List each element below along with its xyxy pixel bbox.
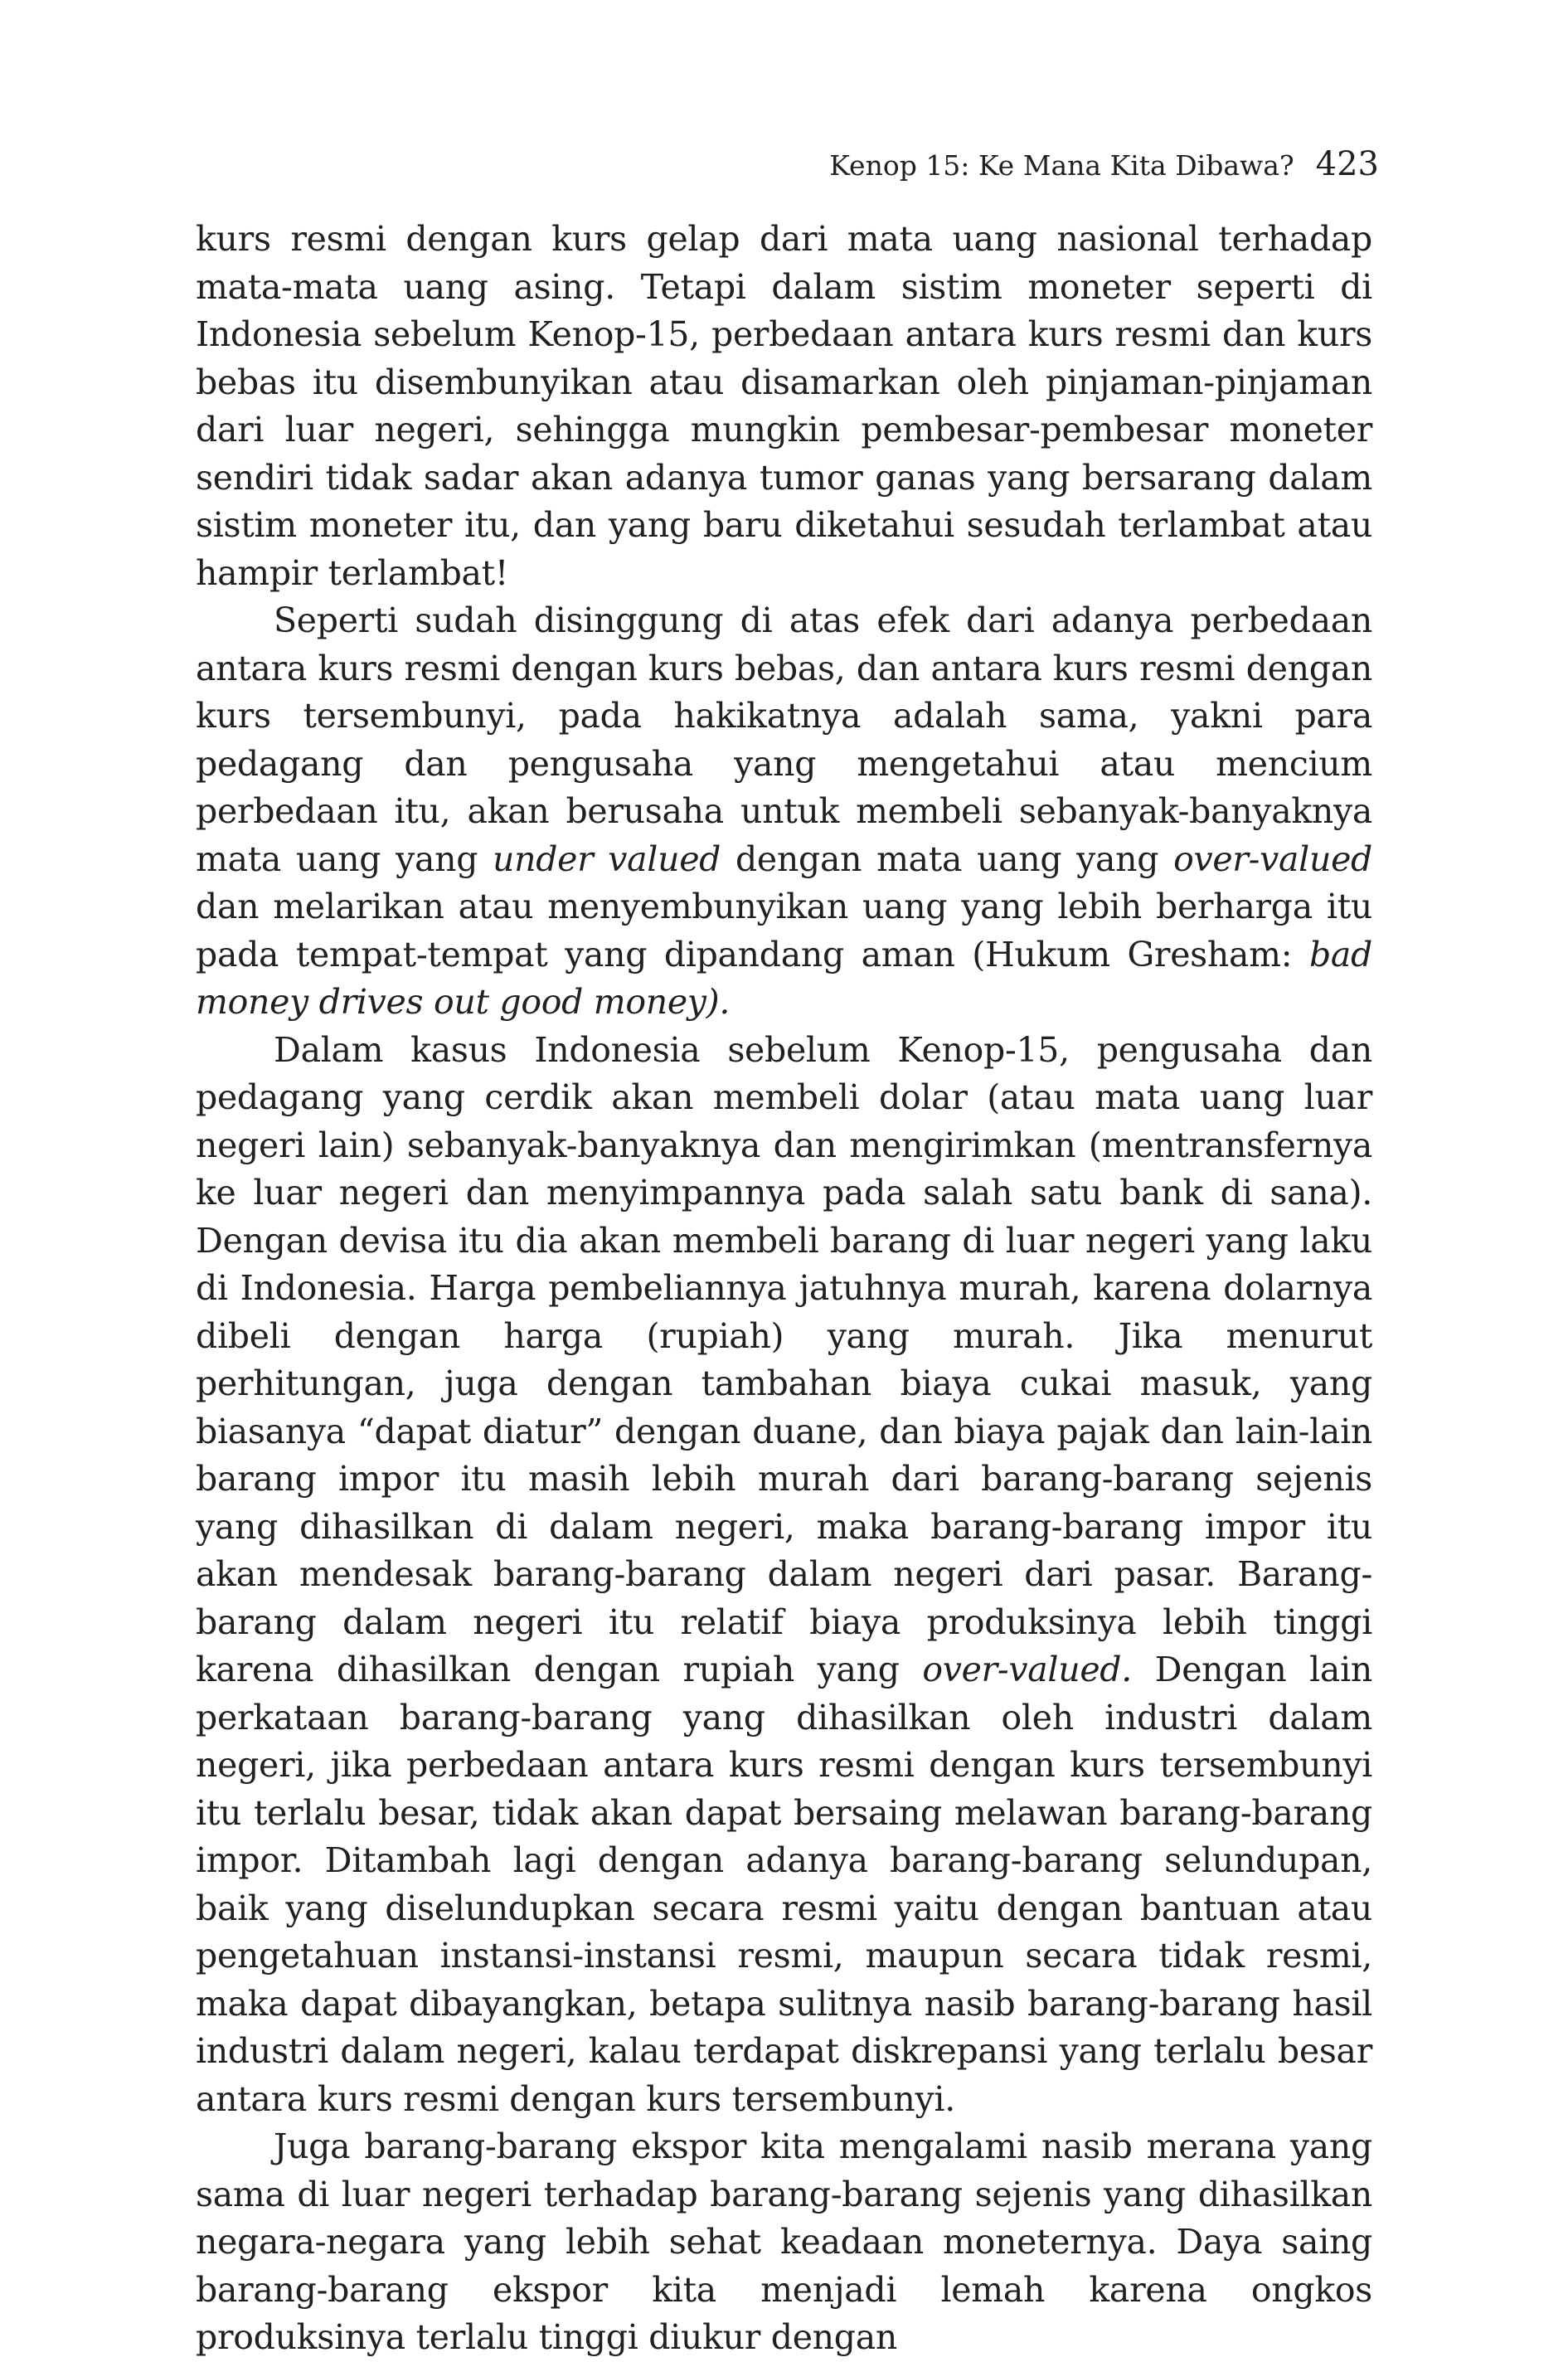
paragraph (196, 1027, 1372, 2124)
paragraph (196, 597, 1372, 1027)
running-header (829, 145, 1379, 183)
text-run: Seperti sudah disinggung di atas efek dari adanya perbedaan antara kurs resmi dengan kurs bebas, dan antara kurs resmi dengan kurs tersembunyi, pada hakikatnya adalah sama, yakni para pedagang dan pengusaha yang mengetahui atau mencium perbedaan itu, akan berusaha untuk membeli sebanyak-banyaknya mata uang yang (196, 600, 1372, 879)
italic-text: bad money drives out good money). (196, 934, 1372, 1022)
italic-text: over-valued (1173, 838, 1372, 879)
paragraph (196, 216, 1372, 597)
text-run: Juga barang-barang ekspor kita mengalami nasib merana yang sama di luar negeri terhadap barang-barang sejenis yang dihasilkan negara-negara yang lebih sehat keadaan moneternya. Daya saing barang-barang ekspor kita menjadi lemah karena ongkos produksinya terlalu tinggi diukur dengan (196, 2126, 1372, 2357)
text-run: dan melarikan atau menyembunyikan uang yang lebih berharga itu pada tempat-tempat yang dipandang aman (Hukum Gresham: (196, 887, 1372, 974)
body-text (196, 216, 1372, 2362)
italic-text: under valued (493, 838, 721, 879)
text-run: Dalam kasus Indonesia sebelum Kenop-15, pengusaha dan pedagang yang cerdik akan membeli dolar (atau mata uang luar negeri lain) sebanyak-banyaknya dan mengirimkan (mentransfernya ke luar negeri dan menyimpannya pada salah satu bank di sana). Dengan devisa itu dia akan membeli barang di luar negeri yang laku di Indonesia. Harga pembeliannya jatuhnya murah, karena dolarnya dibeli dengan harga (rupiah) yang murah. Jika menurut perhitungan, juga dengan tambahan biaya cukai masuk, yang biasanya “dapat diatur” dengan duane, dan biaya pajak dan lain-lain barang impor itu masih lebih murah dari barang-barang sejenis yang dihasilkan di dalam negeri, maka barang-barang impor itu akan mendesak barang-barang dalam negeri dari pasar. Barang-barang dalam negeri itu relatif biaya produksinya lebih tinggi karena dihasilkan dengan rupiah yang (196, 1029, 1372, 1689)
paragraph (196, 2123, 1372, 2362)
text-run: Dengan lain perkataan barang-barang yang dihasilkan oleh industri dalam negeri, jika perbedaan antara kurs resmi dengan kurs tersembunyi itu terlalu besar, tidak akan dapat bersaing melawan barang-barang impor. Ditambah lagi dengan adanya barang-barang selundupan, baik yang diselundupkan secara resmi yaitu dengan bantuan atau pengetahuan instansi-instansi resmi, maupun secara tidak resmi, maka dapat dibayangkan, betapa sulitnya nasib barang-barang hasil industri dalam negeri, kalau terdapat diskrepansi yang terlalu besar antara kurs resmi dengan kurs tersembunyi. (196, 1650, 1372, 2119)
text-run: kurs resmi dengan kurs gelap dari mata uang nasional terhadap mata-mata uang asing. Tetapi dalam sistim moneter seperti di Indonesia sebelum Kenop-15, perbedaan antara kurs resmi dan kurs bebas itu disembunyikan atau disamarkan oleh pinjaman-pinjaman dari luar negeri, sehingga mungkin pembesar-pembesar moneter sendiri tidak sadar akan adanya tumor ganas yang bersarang dalam sistim moneter itu, dan yang baru diketahui sesudah terlambat atau hampir terlambat! (196, 219, 1372, 593)
page-number: 423 (1315, 145, 1379, 183)
italic-text: over-valued. (922, 1650, 1132, 1689)
text-run: dengan mata uang yang (721, 838, 1174, 879)
running-title: Kenop 15: Ke Mana Kita Dibawa? (829, 149, 1294, 182)
